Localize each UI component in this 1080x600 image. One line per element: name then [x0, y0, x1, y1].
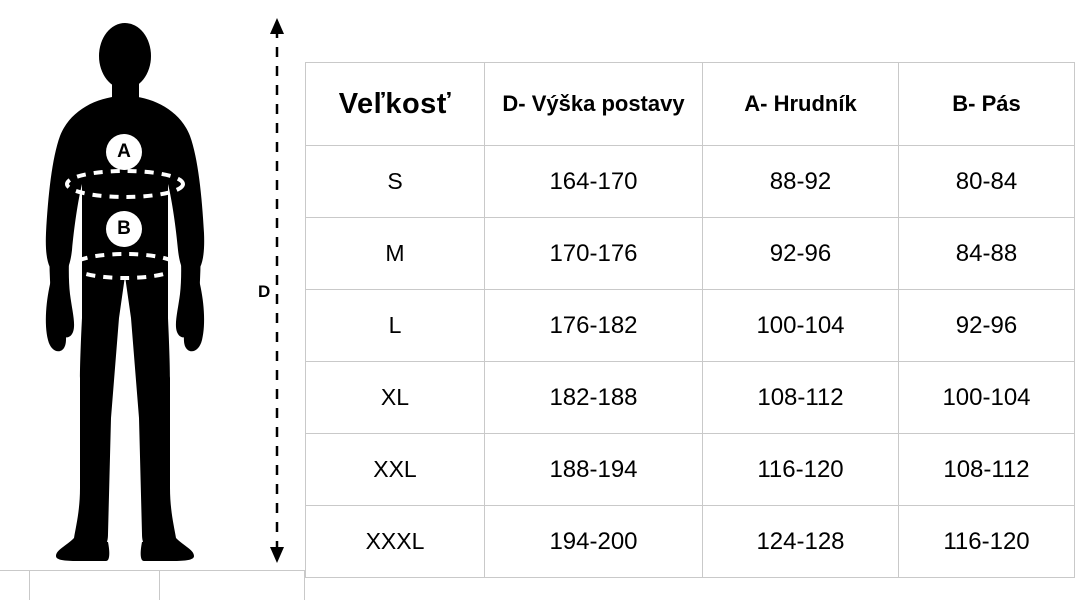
header-size: Veľkosť — [306, 63, 485, 146]
cell-waist: 108-112 — [899, 434, 1075, 506]
cell-chest: 116-120 — [703, 434, 899, 506]
header-waist: B- Pás — [899, 63, 1075, 146]
cell-size: XL — [306, 362, 485, 434]
cell-height: 164-170 — [485, 146, 703, 218]
next-table-cell — [0, 570, 30, 600]
cell-waist: 84-88 — [899, 218, 1075, 290]
table-row — [306, 362, 1075, 434]
cell-size: S — [306, 146, 485, 218]
table-row — [306, 290, 1075, 362]
next-table-cell — [30, 570, 160, 600]
next-table-partial — [0, 570, 305, 600]
cell-size: XXL — [306, 434, 485, 506]
size-chart-table — [305, 62, 1075, 578]
cell-height: 170-176 — [485, 218, 703, 290]
header-height: D- Výška postavy — [485, 63, 703, 146]
cell-waist: 100-104 — [899, 362, 1075, 434]
cell-height: 176-182 — [485, 290, 703, 362]
cell-chest: 124-128 — [703, 506, 899, 578]
table-row — [306, 434, 1075, 506]
table-row — [306, 218, 1075, 290]
cell-chest: 100-104 — [703, 290, 899, 362]
cell-chest: 88-92 — [703, 146, 899, 218]
next-table-cell — [160, 570, 305, 600]
cell-waist: 80-84 — [899, 146, 1075, 218]
cell-waist: 116-120 — [899, 506, 1075, 578]
cell-height: 194-200 — [485, 506, 703, 578]
human-silhouette-icon — [18, 18, 233, 563]
cell-size: XXXL — [306, 506, 485, 578]
cell-waist: 92-96 — [899, 290, 1075, 362]
table-row — [306, 146, 1075, 218]
cell-size: L — [306, 290, 485, 362]
height-label-d: D — [258, 282, 271, 301]
body-measurement-diagram — [0, 0, 250, 570]
marker-b-waist: B — [106, 211, 142, 247]
cell-height: 182-188 — [485, 362, 703, 434]
marker-a-chest: A — [106, 134, 142, 170]
cell-chest: 92-96 — [703, 218, 899, 290]
cell-chest: 108-112 — [703, 362, 899, 434]
table-header-row — [306, 63, 1075, 146]
header-chest: A- Hrudník — [703, 63, 899, 146]
cell-size: M — [306, 218, 485, 290]
cell-height: 188-194 — [485, 434, 703, 506]
table-row — [306, 506, 1075, 578]
